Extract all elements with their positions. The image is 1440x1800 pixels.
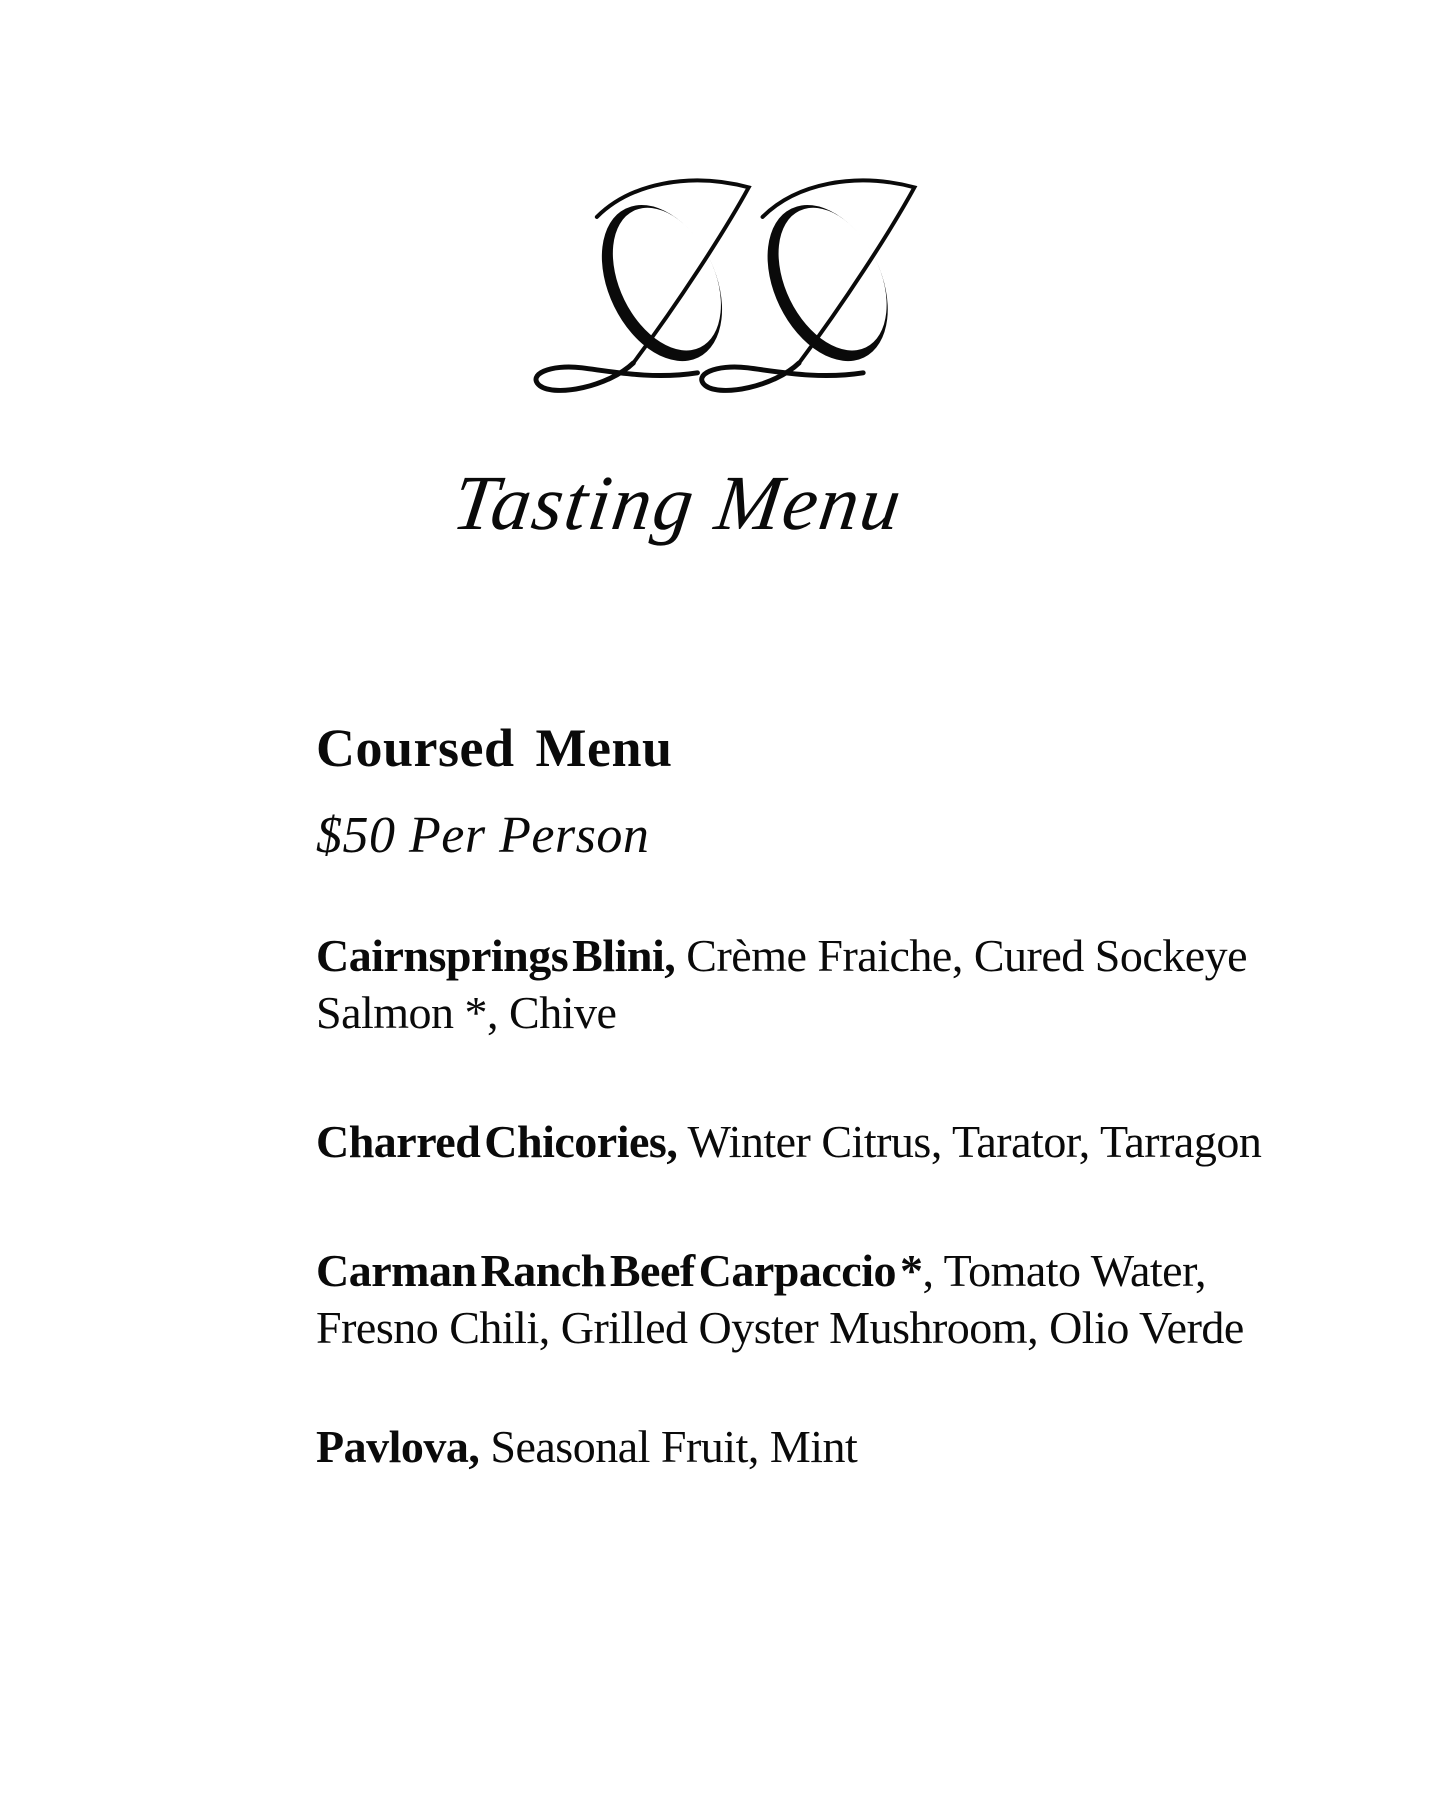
script-d-letter-left (578, 185, 746, 381)
price-per-person: $50 Per Person (316, 807, 650, 864)
menu-item-description: , Tomato Water, Fresno Chili, Grilled Oyster Mushroom, Olio Verde (316, 1245, 1244, 1353)
dd-monogram-logo (514, 168, 948, 403)
menu-item-name: Cairnsprings Blini, (316, 930, 676, 981)
menu-item-description: Seasonal Fruit, Mint (479, 1421, 858, 1472)
menu-item-description: Crème Fraiche, Cured Sockeye Salmon *, Chive (316, 930, 1248, 1038)
tasting-menu-title: Tasting Menu (447, 459, 909, 546)
menu-item-name: Charred Chicories, (316, 1116, 678, 1167)
menu-content (316, 715, 1306, 1475)
menu-item-description: Winter Citrus, Tarator, Tarragon (677, 1116, 1262, 1167)
menu-item-name: Carman Ranch Beef Carpaccio * (316, 1245, 923, 1296)
menu-item (316, 1418, 1306, 1475)
script-d-letter-right (743, 185, 911, 381)
coursed-menu-heading: Coursed Menu (316, 718, 673, 778)
menu-item-name: Pavlova, (316, 1421, 480, 1472)
menu-item (316, 1242, 1306, 1356)
menu-item (316, 927, 1306, 1041)
menu-item (316, 1113, 1306, 1170)
